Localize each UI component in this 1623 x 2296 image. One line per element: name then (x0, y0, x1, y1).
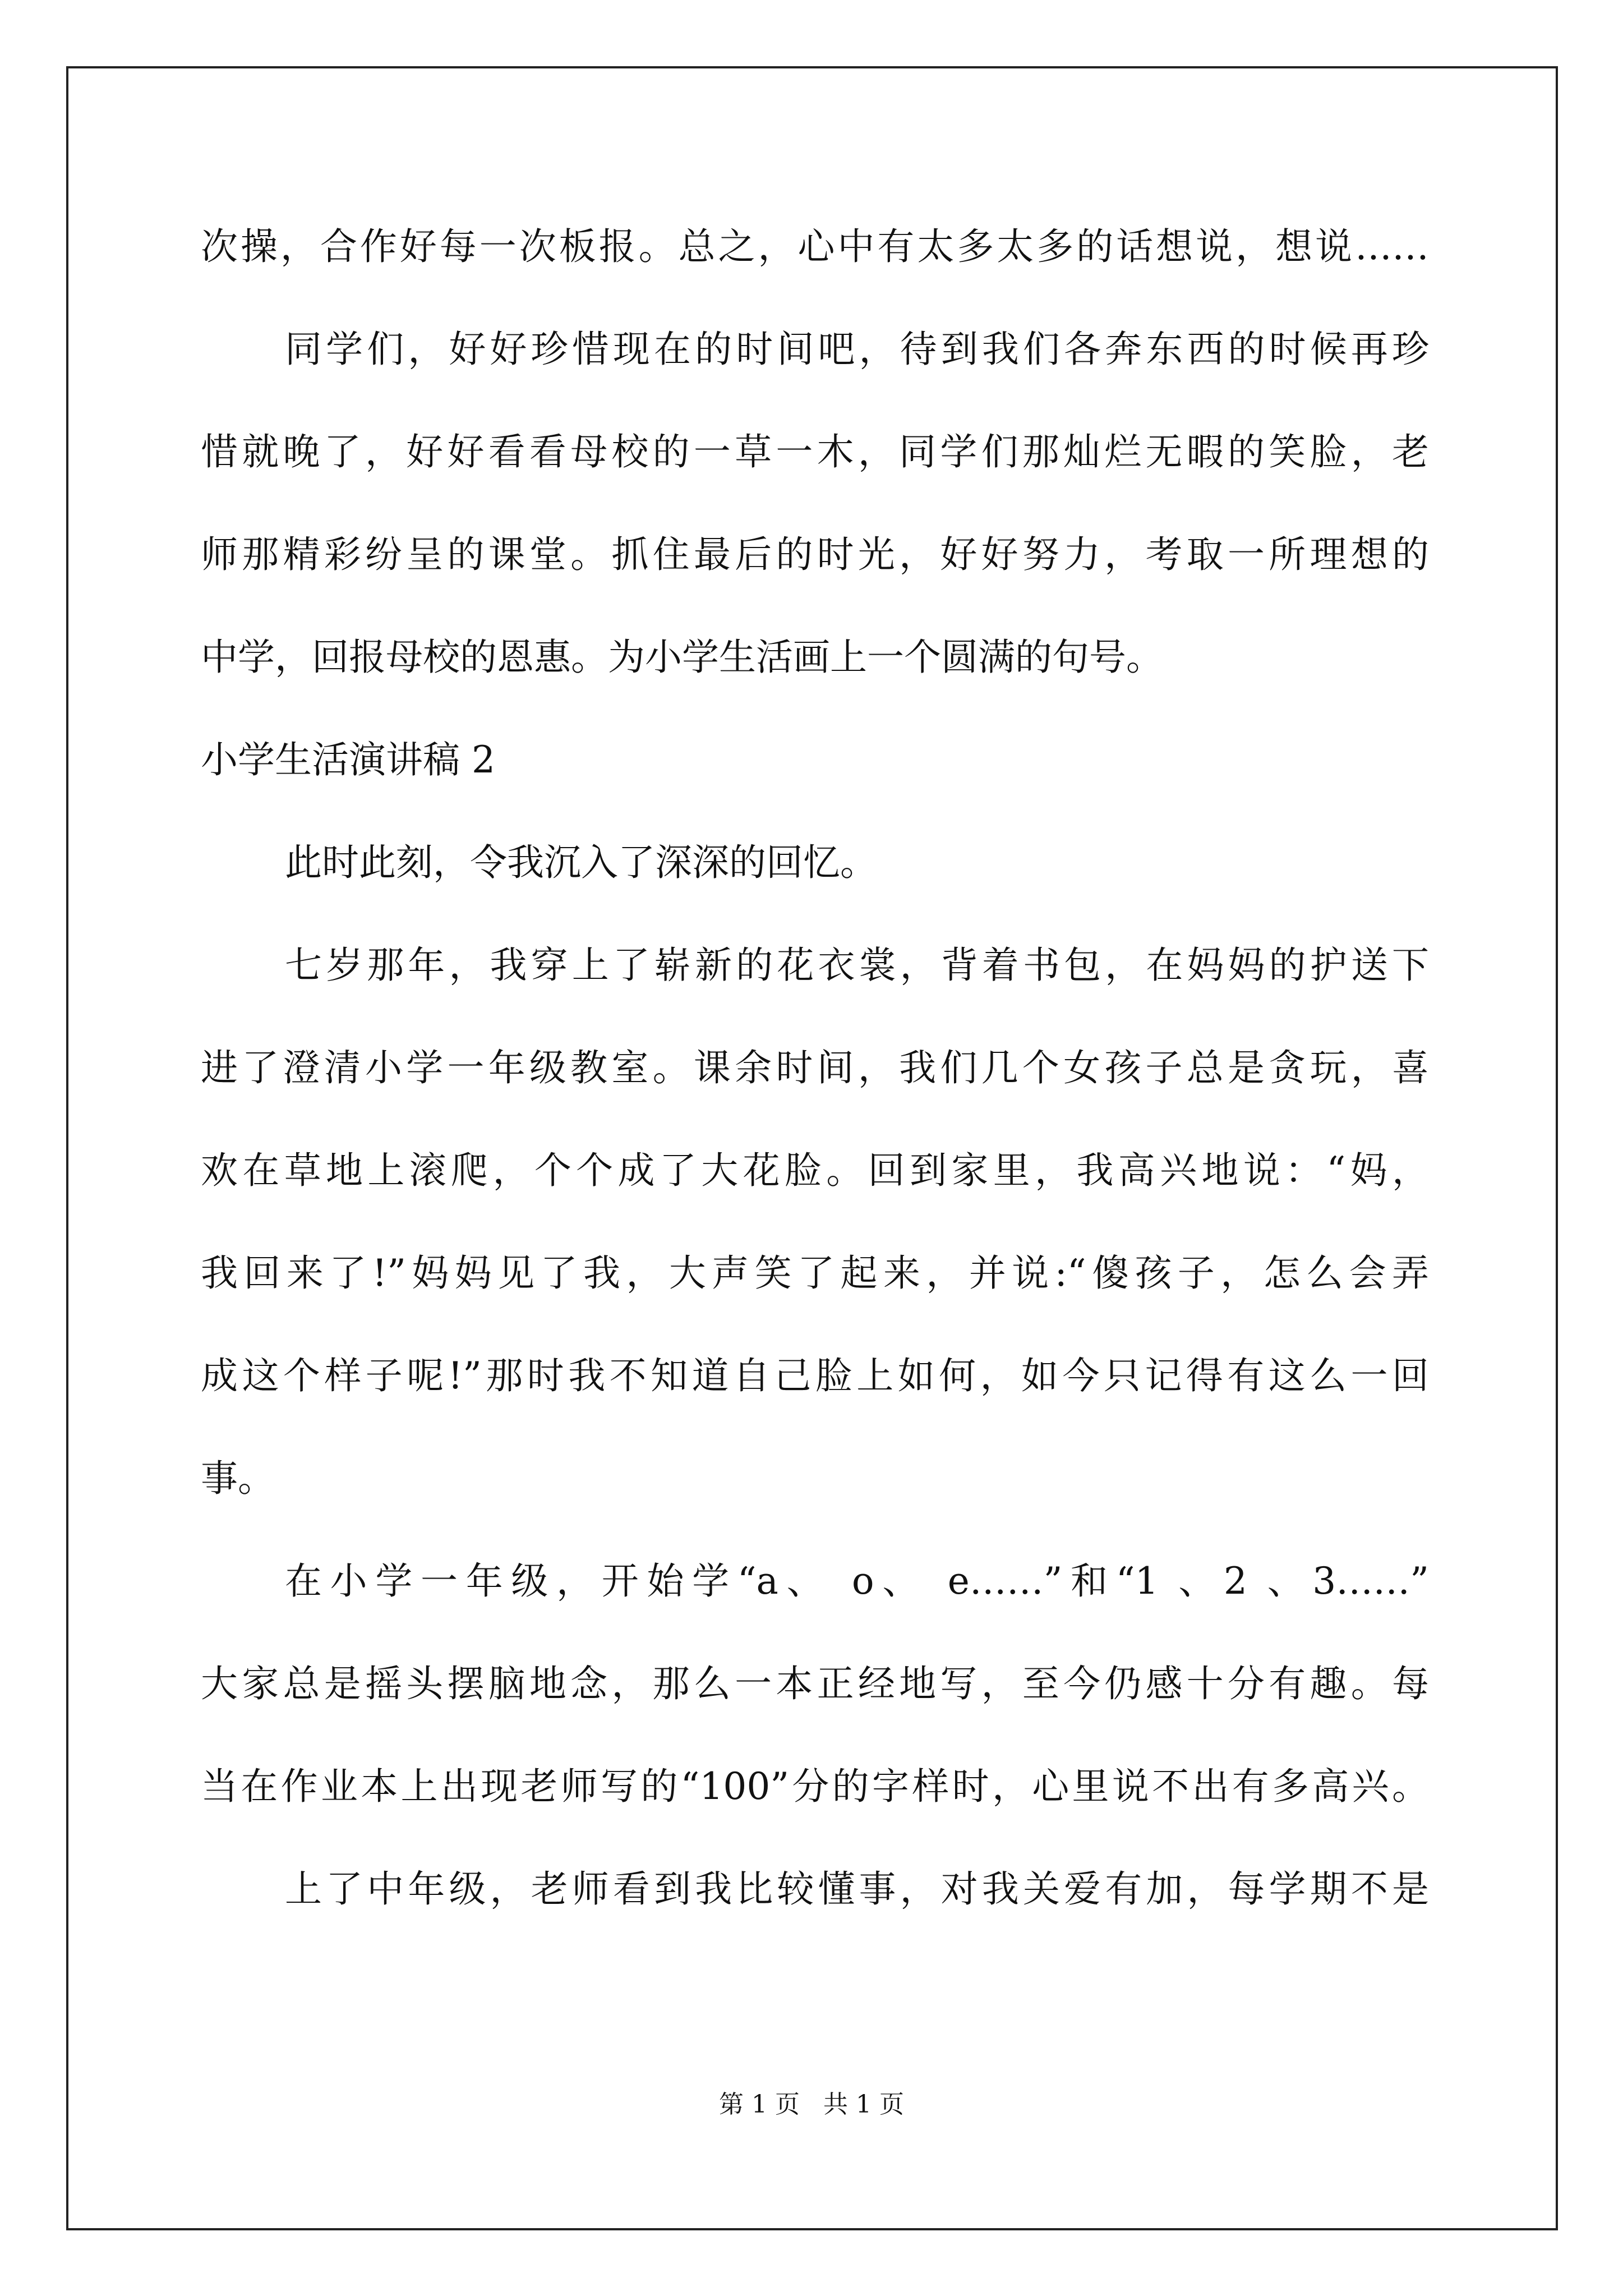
text-line: 进了澄清小学一年级教室。课余时间，我们几个女孩子总是贪玩，喜 (201, 1046, 1429, 1089)
text-line: 在小学一年级，开始学“a、 o、 e……”和“1 、2 、3……” (285, 1559, 1429, 1603)
text-line: 同学们，好好珍惜现在的时间吧，待到我们各奔东西的时候再珍 (285, 328, 1429, 371)
text-line: 此时此刻，令我沉入了深深的回忆。 (285, 841, 877, 884)
text-line: 当在作业本上出现老师写的“100”分的字样时，心里说不出有多高兴。 (201, 1765, 1429, 1808)
text-line: 七岁那年，我穿上了崭新的花衣裳，背着书包，在妈妈的护送下 (285, 944, 1429, 987)
page-indicator: 第 1 页 共 1 页 (719, 2090, 904, 2119)
text-line: 次操，合作好每一次板报。总之，心中有太多太多的话想说，想说…… (201, 225, 1429, 268)
text-line: 惜就晚了，好好看看母校的一草一木，同学们那灿烂无暇的笑脸，老 (201, 430, 1429, 473)
section-heading: 小学生活演讲稿 2 (201, 738, 495, 781)
text-line: 我回来了!”妈妈见了我，大声笑了起来，并说:“傻孩子，怎么会弄 (201, 1251, 1429, 1295)
text-line: 大家总是摇头摆脑地念，那么一本正经地写，至今仍感十分有趣。每 (201, 1662, 1429, 1705)
text-line: 中学，回报母校的恩惠。为小学生活画上一个圆满的句号。 (201, 636, 1163, 679)
text-line: 事。 (201, 1457, 275, 1500)
text-line: 上了中年级，老师看到我比较懂事，对我关爱有加，每学期不是 (285, 1867, 1429, 1911)
text-line: 师那精彩纷呈的课堂。抓住最后的时光，好好努力，考取一所理想的 (201, 533, 1429, 576)
text-line: 成这个样子呢!”那时我不知道自己脸上如何，如今只记得有这么一回 (201, 1354, 1429, 1397)
text-line: 欢在草地上滚爬，个个成了大花脸。回到家里，我高兴地说：“妈， (201, 1149, 1429, 1192)
